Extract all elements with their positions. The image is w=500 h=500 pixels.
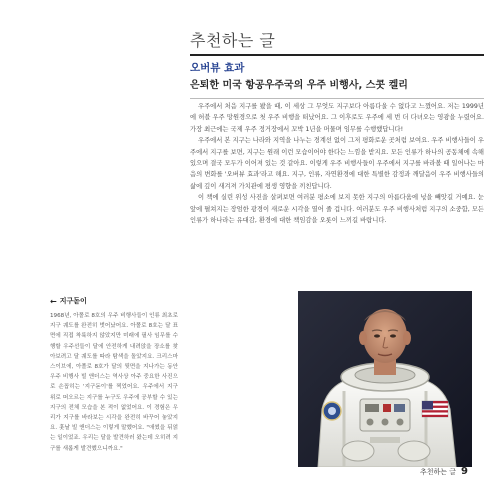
- title-divider: [190, 54, 484, 56]
- subtitle-divider: [190, 98, 484, 99]
- article-body: [190, 101, 484, 226]
- left-arrow-icon: ←: [50, 296, 57, 306]
- sidebar-caption: [50, 296, 178, 454]
- paragraph: 우주에서 처음 지구를 봤을 때, 이 세상 그 무엇도 지구보다 아름다울 수 없다고 느꼈어요. 저는 1999년에 허블 우주 망원경으로 첫 우주 비행을 떠났어요. 그 이후로도 우주에 세 번 더 다녀오는 영광을 누렸어요. 가장 최근에는 국제 우주 정거장에서 꼬박 1년을 머물며 임무를 수행했답니다!: [190, 103, 484, 133]
- heading-label: 오버뷰 효과: [190, 62, 245, 74]
- paragraph: 이 책에 실린 위성 사진을 살펴보면 여러분 평소에 보지 못한 지구의 아름다움에 넋을 빼앗길 거예요. 눈앞에 펼쳐지는 장엄한 광경이 새로운 시각을 열어 줄 겁니다. 여러분도 우주 비행사처럼 지구의 소중함, 모든 인류가 하나라는 유대감, 환경에 대한 책임감을 오롯이 느끼길 바랍니다.: [190, 194, 484, 225]
- page-footer: [420, 466, 468, 477]
- section-title: 추천하는 글: [190, 31, 276, 50]
- paragraph: 우주에서 본 지구는 나라와 지역을 나누는 경계선 없이 그저 평화로운 곳처럼 보여요. 우주 비행사들이 우주에서 지구를 보면, 지구는 원래 이런 모습이어야 한다는 느낌을 받지요. 모든 인류가 하나의 공동체에 속해 있으며 결국 모두가 이어져 있는 것 같아요. 이렇게 우주 비행사들이 우주에서 지구를 바라볼 때 일어나는 마음의 변화를 '오버뷰 효과'라고 해요. 지구, 인류, 자연환경에 대한 특별한 감정과 깨달음이 우주 비행사들의 삶에 깊이 새겨져 가치관에 평생 영향을 끼친답니다.: [190, 137, 484, 190]
- footer-label: 추천하는 글: [420, 467, 457, 476]
- sidebar-text: 1968년, 아폴로 8호의 우주 비행사들이 인류 최초로 지구 궤도를 완전히 벗어났어요. 아폴로 8호는 달 표면에 직접 착륙하지 않았지만 미래에 필사 임무를 수행할 우주선들이 달에 안전하게 내려앉을 장소를 찾아보려고 달 궤도를 따라 탐색을 돌았지요. 크리스마스이브에, 아폴로 8호가 달의 뒷면을 지나가는 동안 우주 비행사 빌 앤더스는 역사상 아주 중요한 사진으로 손꼽히는 '지구돋이'를 찍었어요. 우주에서 지구 위로 떠오르는 지구를 누구도 우주에 공부할 수 있는 지구의 전체 모습을 본 적이 없었어요. 이 경험은 우리가 지구를 바라보는 시각을 완전히 바꾸어 놓았지요. 훗날 빌 앤더스는 이렇게 말했어요. "애썼을 뒤얽는 일이었죠. 우리는 달을 발견하러 왔는데 오히려 지구를 새롭게 발견했으니까요.": [50, 313, 178, 452]
- sidebar-title-text: 지구돋이: [59, 297, 87, 305]
- heading-subtitle: 은퇴한 미국 항공우주국의 우주 비행사, 스콧 켈리: [190, 80, 408, 91]
- page-number: 9: [461, 466, 469, 477]
- astronaut-photo: [298, 291, 472, 467]
- sidebar-heading: [50, 296, 178, 306]
